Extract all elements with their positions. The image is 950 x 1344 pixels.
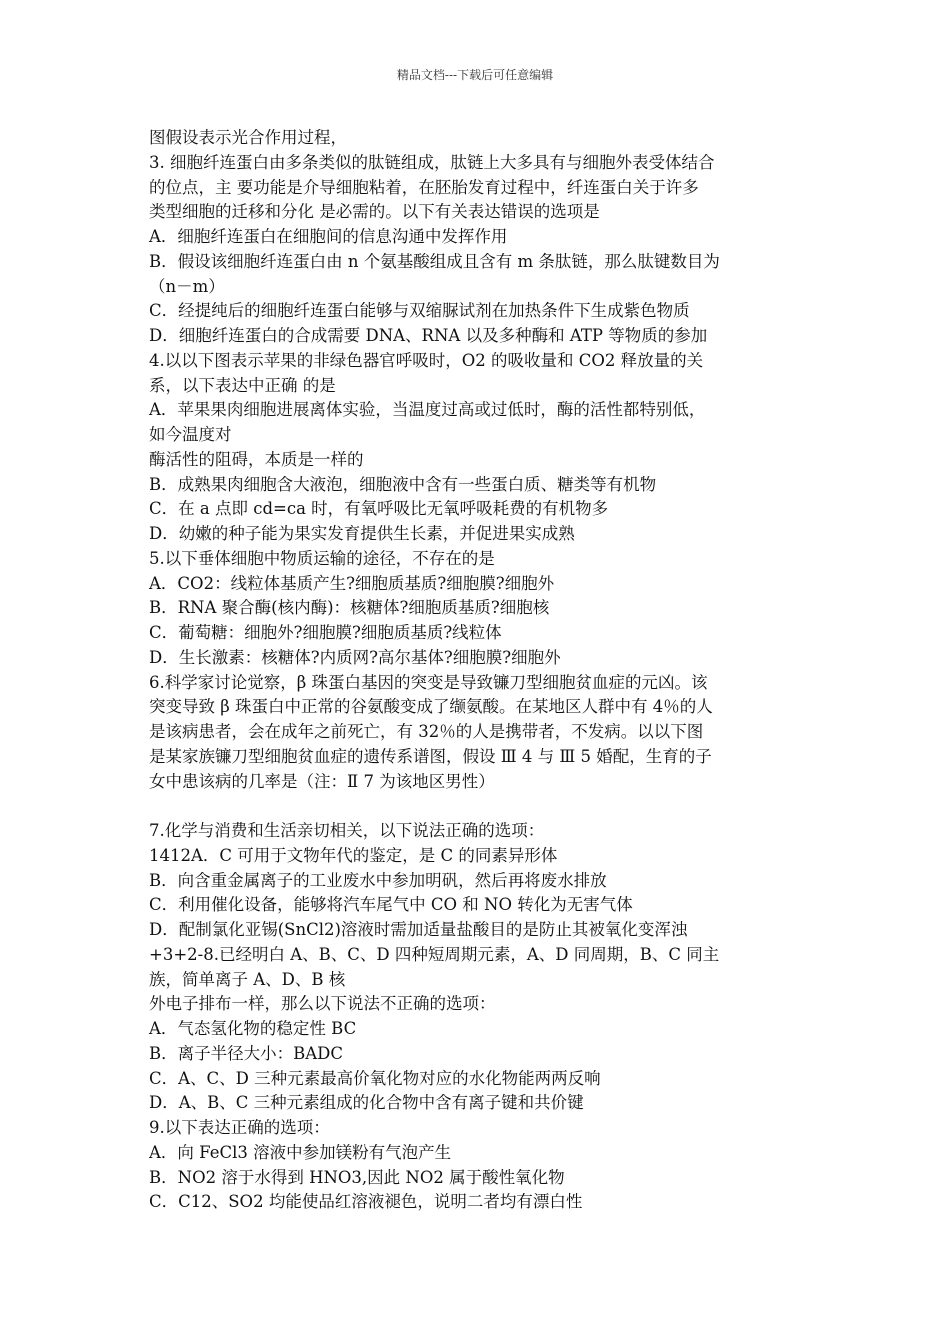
text-line: 4.以以下图表示苹果的非绿色器官呼吸时，O2 的吸收量和 CO2 释放量的关 — [149, 350, 704, 370]
text-line: C．C12、SO2 均能使品红溶液褪色，说明二者均有漂白性 — [149, 1192, 583, 1212]
text-line: D．A、B、C 三种元素组成的化合物中含有离子键和共价键 — [149, 1093, 584, 1113]
text-line: 酶活性的阻碍，本质是一样的 — [149, 449, 364, 469]
blank-line — [149, 794, 809, 819]
text-line: 9.以下表达正确的选项： — [149, 1118, 330, 1137]
text-line: C．A、C、D 三种元素最高价氧化物对应的水化物能两两反响 — [149, 1068, 601, 1088]
text-line: D．配制氯化亚锡(SnCl2)溶液时需加适量盐酸目的是防止其被氧化变浑浊 — [149, 920, 688, 939]
text-line: D．幼嫩的种子能为果实发育提供生长素，并促进果实成熟 — [149, 524, 575, 543]
text-line: D．生长激素：核糖体?内质网?高尔基体?细胞膜?细胞外 — [149, 647, 561, 667]
text-line: 5.以下垂体细胞中物质运输的途径，不存在的是 — [149, 548, 495, 568]
text-line: 是某家族镰刀型细胞贫血症的遗传系谱图，假设 Ⅲ 4 与 Ⅲ 5 婚配，生育的子 — [149, 746, 712, 766]
text-line: D．细胞纤连蛋白的合成需要 DNA、RNA 以及多种酶和 ATP 等物质的参加 — [149, 326, 708, 345]
text-line: 6.科学家讨论觉察，β 珠蛋白基因的突变是导致镰刀型细胞贫血症的元凶。该 — [149, 672, 708, 692]
text-line: 族，简单离子 A、D、B 核 — [149, 969, 346, 989]
text-line: 是该病患者，会在成年之前死亡，有 32％的人是携带者，不发病。以以下图 — [149, 722, 704, 741]
text-line: A．向 FeCl3 溶液中参加镁粉有气泡产生 — [149, 1142, 452, 1162]
text-line: 系，以下表达中正确 的是 — [149, 375, 336, 395]
text-line: 图假设表示光合作用过程， — [149, 128, 347, 147]
text-line: 突变导致 β 珠蛋白中正常的谷氨酸变成了缬氨酸。在某地区人群中有 4％的人 — [149, 697, 713, 717]
text-line: 女中患该病的几率是（注：Ⅱ 7 为该地区男性） — [149, 771, 495, 791]
document-body — [149, 126, 809, 1215]
text-line: 如今温度对 — [149, 425, 232, 444]
text-line: 的位点，主 要功能是介导细胞粘着，在胚胎发育过程中，纤连蛋白关于许多 — [149, 177, 699, 197]
page-header: 精品文档---下载后可任意编辑 — [396, 68, 554, 82]
text-line: B．离子半径大小：BADC — [149, 1043, 344, 1063]
text-line: 类型细胞的迁移和分化 是必需的。以下有关表达错误的选项是 — [149, 202, 600, 222]
text-line: C．利用催化设备，能够将汽车尾气中 CO 和 NO 转化为无害气体 — [149, 895, 633, 915]
text-line: B．RNA 聚合酶(核内酶)：核糖体?细胞质基质?细胞核 — [149, 598, 550, 618]
text-line: A．细胞纤连蛋白在细胞间的信息沟通中发挥作用 — [149, 227, 508, 246]
text-line: A．CO2：线粒体基质产生?细胞质基质?细胞膜?细胞外 — [149, 573, 555, 593]
text-line: A．苹果果肉细胞进展离体实验，当温度过高或过低时，酶的活性都特别低， — [149, 400, 706, 420]
text-line: 3. 细胞纤连蛋白由多条类似的肽链组成，肽链上大多具有与细胞外表受体结合 — [149, 152, 715, 172]
text-line: 外电子排布一样，那么以下说法不正确的选项： — [149, 994, 496, 1014]
text-line: B．向含重金属离子的工业废水中参加明矾，然后再将废水排放 — [149, 870, 607, 890]
text-line: C．在 a 点即 cd=ca 时，有氧呼吸比无氧呼吸耗费的有机物多 — [149, 499, 609, 519]
text-line: A．气态氢化物的稳定性 BC — [149, 1019, 357, 1038]
text-line: +3+2-8.已经明白 A、B、C、D 四种短周期元素，A、D 同周期，B、C 同主 — [149, 944, 720, 964]
text-line: B．假设该细胞纤连蛋白由 n 个氨基酸组成且含有 m 条肽链，那么肽键数目为 — [149, 251, 720, 271]
text-line: 1412A．C 可用于文物年代的鉴定，是 C 的同素异形体 — [149, 845, 558, 865]
text-line: 7.化学与消费和生活亲切相关，以下说法正确的选项： — [149, 821, 545, 840]
text-line: B．成熟果肉细胞含大液泡，细胞液中含有一些蛋白质、糖类等有机物 — [149, 474, 657, 494]
text-line: C．葡萄糖：细胞外?细胞膜?细胞质基质?线粒体 — [149, 623, 502, 642]
text-line: C．经提纯后的细胞纤连蛋白能够与双缩脲试剂在加热条件下生成紫色物质 — [149, 301, 690, 321]
text-line: （n－m） — [149, 276, 225, 296]
text-line: B．NO2 溶于水得到 HNO3,因此 NO2 属于酸性氧化物 — [149, 1167, 565, 1187]
